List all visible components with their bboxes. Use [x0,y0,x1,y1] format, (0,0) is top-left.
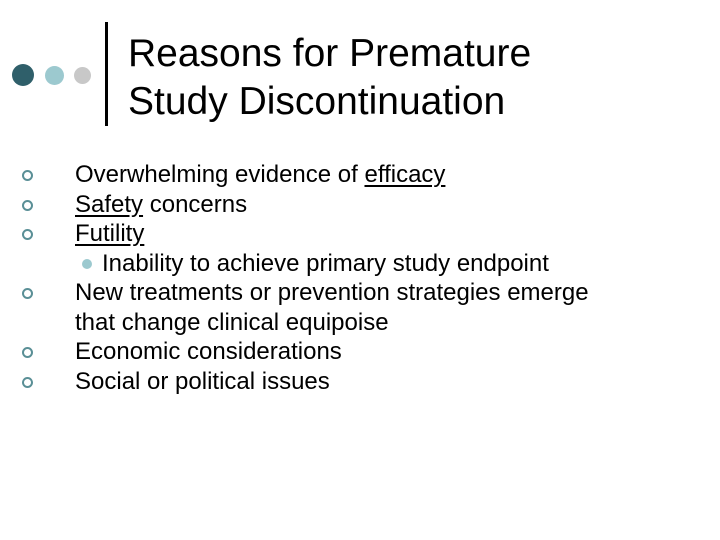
title-divider [105,22,108,126]
slide-title [128,30,531,126]
sub-bullet-item [0,249,720,279]
bullet-underlined-text: Safety [75,190,144,218]
bullet-item-economic [0,337,720,367]
bullet-item-efficacy [0,160,720,190]
decor-dot-dark [12,64,34,86]
bullet-item-futility [0,219,720,249]
bullet-text: concerns [143,190,248,218]
bullet-underlined-text: efficacy [364,161,446,188]
bullet-ring-icon [22,229,33,240]
bullet-text: Social or political issues [75,367,330,395]
bullet-text: Economic considerations [75,338,342,365]
bullet-text: Overwhelming evidence of [75,161,365,188]
sub-bullet-dot-icon [82,259,92,269]
bullet-item-social [0,367,720,397]
bullet-underlined-text: Futility [75,220,145,247]
bullet-list [0,160,720,396]
sub-bullet-text: Inability to achieve primary study endpoint [102,249,549,277]
bullet-ring-icon [22,288,33,299]
bullet-ring-icon [22,377,33,388]
title-line-2: Study Discontinuation [128,80,506,123]
decor-dot-light [45,66,64,85]
bullet-ring-icon [22,347,33,358]
bullet-text-continued: that change clinical equipoise [75,308,389,336]
bullet-ring-icon [22,200,33,211]
title-line-1: Reasons for Premature [128,32,532,75]
bullet-item-safety [0,190,720,220]
bullet-ring-icon [22,170,33,181]
bullet-text: New treatments or prevention strategies emerge [75,279,589,306]
decor-dot-gray [74,67,91,84]
bullet-item-new-treatments [0,278,720,337]
